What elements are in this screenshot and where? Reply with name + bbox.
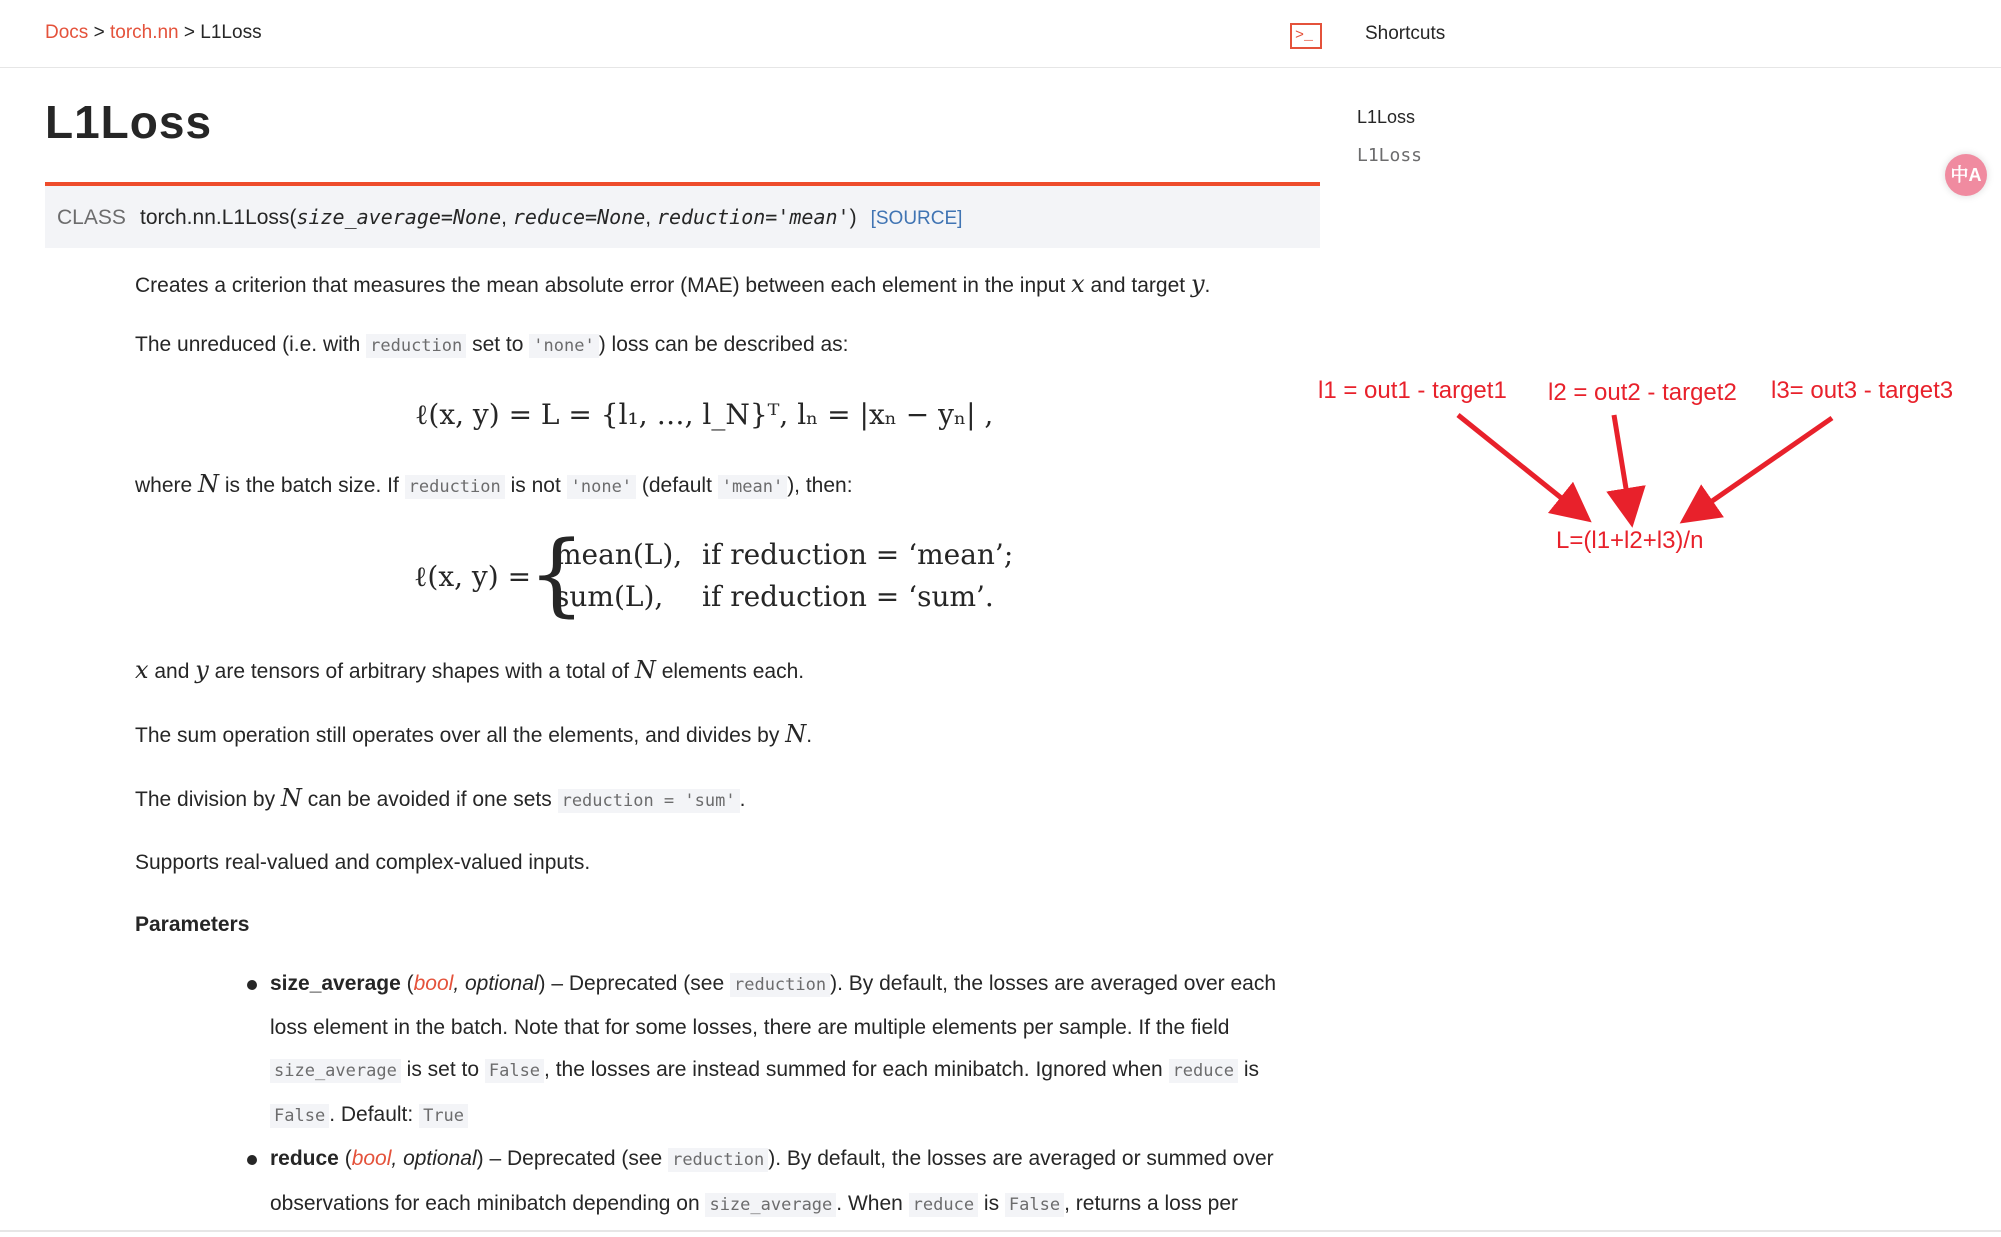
math-x: x bbox=[135, 656, 149, 684]
shortcuts-link[interactable]: Shortcuts bbox=[1365, 23, 1446, 44]
para-text: (default bbox=[636, 474, 718, 497]
code-false: False bbox=[270, 1104, 329, 1128]
toc-item-l1loss[interactable]: L1Loss bbox=[1357, 107, 1416, 127]
math-y: y bbox=[1190, 270, 1205, 298]
paren-close: ) bbox=[849, 206, 857, 229]
param-type-link[interactable]: bool bbox=[413, 972, 454, 995]
math-n: N bbox=[634, 656, 656, 684]
code-size-average: size_average bbox=[270, 1059, 401, 1083]
breadcrumb-separator: > bbox=[183, 22, 196, 43]
arrow-l1 bbox=[1458, 415, 1580, 513]
code-reduce: reduce bbox=[909, 1193, 978, 1217]
para-text: The unreduced (i.e. with bbox=[135, 333, 367, 356]
math-n: N bbox=[280, 784, 302, 812]
param-text: ) – Deprecated (see bbox=[476, 1147, 669, 1170]
class-name: torch.nn.L1Loss bbox=[140, 206, 290, 229]
param-text: observations for each minibatch depending on bbox=[270, 1192, 706, 1215]
terminal-icon[interactable]: >_ bbox=[1290, 23, 1322, 49]
equation-text: ℓ(x, y) = L = {l₁, …, l_N}ᵀ, lₙ = |xₙ − yₙ| , bbox=[415, 398, 994, 431]
breadcrumb-torchnn-link[interactable]: torch.nn bbox=[109, 22, 179, 43]
para-text: where bbox=[135, 474, 199, 497]
param-text: , returns a loss per bbox=[1064, 1192, 1239, 1215]
code-true: True bbox=[419, 1104, 468, 1128]
equation-case-mean: mean(L), bbox=[555, 538, 683, 571]
page-title: L1Loss bbox=[45, 96, 213, 148]
para-text: and bbox=[148, 660, 196, 683]
param-type-link[interactable]: bool bbox=[351, 1147, 392, 1170]
translate-icon[interactable]: 中A bbox=[1945, 154, 1987, 196]
paren-open: ( bbox=[289, 206, 297, 229]
annotation-result: L=(l1+l2+l3)/n bbox=[1556, 527, 1704, 554]
param-text: . Default: bbox=[329, 1103, 420, 1126]
arrow-l3 bbox=[1692, 418, 1832, 515]
equation-lhs: ℓ(x, y) = bbox=[414, 560, 532, 593]
description-text: and target bbox=[1084, 274, 1191, 297]
code-reduction: reduction bbox=[668, 1148, 768, 1172]
param-text: ). By default, the losses are averaged over each bbox=[830, 972, 1277, 995]
equation-case-sum: sum(L), bbox=[555, 580, 664, 613]
param-text: , the losses are instead summed for each minibatch. Ignored when bbox=[544, 1058, 1169, 1081]
annotation-l1: l1 = out1 - target1 bbox=[1318, 377, 1507, 404]
para-text: . bbox=[806, 724, 813, 747]
param-optional: , optional bbox=[453, 972, 539, 995]
param-name: size_average bbox=[270, 972, 401, 995]
para-text: ) loss can be described as: bbox=[598, 333, 849, 356]
code-size-average: size_average bbox=[705, 1193, 836, 1217]
equation-brace: { bbox=[528, 522, 586, 627]
code-mean: 'mean' bbox=[718, 475, 787, 499]
param-name: reduce bbox=[270, 1147, 339, 1170]
para-text: . bbox=[739, 788, 746, 811]
param-text: ( bbox=[338, 1147, 352, 1170]
arrow-l2 bbox=[1614, 415, 1630, 513]
toc-item-l1loss-class[interactable]: L1Loss bbox=[1357, 145, 1423, 166]
code-reduction: reduction bbox=[366, 334, 466, 358]
description-text: . bbox=[1204, 274, 1211, 297]
math-y: y bbox=[195, 656, 209, 684]
code-false: False bbox=[1005, 1193, 1064, 1217]
equation-cond-mean: if reduction = ‘mean’; bbox=[702, 538, 1014, 571]
param-text: is bbox=[1237, 1058, 1259, 1081]
para-text: The division by bbox=[135, 788, 281, 811]
arg-reduction: reduction='mean' bbox=[656, 205, 850, 229]
code-reduction-sum: reduction = 'sum' bbox=[558, 789, 740, 813]
math-x: x bbox=[1071, 270, 1085, 298]
para-text: is not bbox=[504, 474, 567, 497]
code-reduction: reduction bbox=[405, 475, 505, 499]
para-text: elements each. bbox=[655, 660, 805, 683]
param-text: ) – Deprecated (see bbox=[538, 972, 730, 995]
complex-support-paragraph: Supports real-valued and complex-valued inputs. bbox=[135, 851, 591, 874]
annotation-l2: l2 = out2 - target2 bbox=[1548, 379, 1737, 406]
arg-reduce: reduce=None bbox=[512, 205, 646, 229]
para-text: are tensors of arbitrary shapes with a total of bbox=[208, 660, 635, 683]
code-reduce: reduce bbox=[1169, 1059, 1238, 1083]
param-size-average-line2: loss element in the batch. Note that for some losses, there are multiple elements per sample. If the field bbox=[270, 1016, 1230, 1039]
param-text: ). By default, the losses are averaged or summed over bbox=[768, 1147, 1274, 1170]
param-optional: , optional bbox=[391, 1147, 477, 1170]
source-link[interactable]: [SOURCE] bbox=[870, 208, 963, 229]
breadcrumb-docs-link[interactable]: Docs bbox=[45, 22, 89, 43]
breadcrumb-separator: > bbox=[93, 22, 105, 43]
para-text: ), then: bbox=[787, 474, 853, 497]
class-label: CLASS bbox=[57, 206, 126, 229]
para-text: is the batch size. If bbox=[219, 474, 405, 497]
equation-cond-sum: if reduction = ‘sum’. bbox=[702, 580, 994, 613]
code-false: False bbox=[485, 1059, 544, 1083]
code-none: 'none' bbox=[529, 334, 598, 358]
parameters-heading: Parameters bbox=[135, 913, 250, 936]
para-text: The sum operation still operates over all the elements, and divides by bbox=[135, 724, 786, 747]
param-text: ( bbox=[400, 972, 414, 995]
arg-comma: , bbox=[501, 206, 513, 229]
description-text: Creates a criterion that measures the mean absolute error (MAE) between each element in the input bbox=[135, 274, 1072, 297]
bottom-divider bbox=[0, 1230, 2001, 1232]
code-none: 'none' bbox=[567, 475, 636, 499]
annotation-l3: l3= out3 - target3 bbox=[1771, 377, 1954, 404]
arg-comma: , bbox=[645, 206, 657, 229]
para-text: set to bbox=[466, 333, 530, 356]
arg-size-average: size_average=None bbox=[296, 205, 502, 229]
code-reduction: reduction bbox=[730, 973, 830, 997]
param-text: is set to bbox=[400, 1058, 485, 1081]
breadcrumb-current: L1Loss bbox=[200, 22, 262, 43]
para-text: can be avoided if one sets bbox=[301, 788, 558, 811]
param-text: . When bbox=[836, 1192, 909, 1215]
param-text: is bbox=[978, 1192, 1005, 1215]
math-n: N bbox=[785, 720, 807, 748]
math-n: N bbox=[198, 470, 220, 498]
